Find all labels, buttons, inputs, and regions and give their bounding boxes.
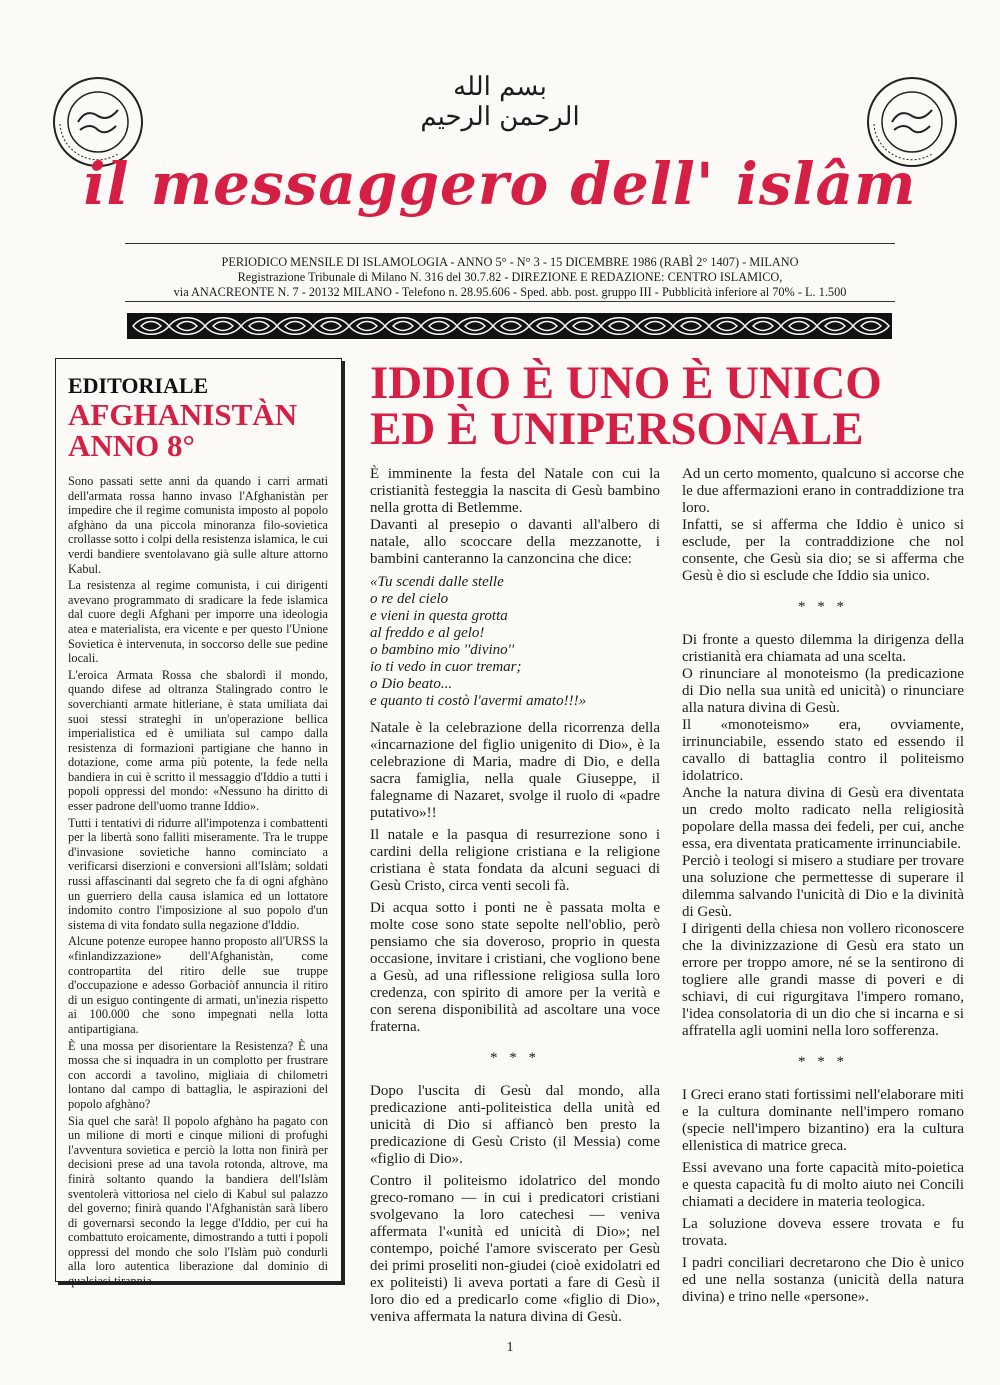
christmas-carol-poem [370, 574, 660, 710]
poem-line: al freddo e al gelo! [370, 625, 485, 641]
article-column-1 [370, 466, 660, 1331]
article-paragraph: Il «monoteismo» era, ovviamente, irrinunciabile, essendo stato ed essendo il cavallo di battaglia contro il politeismo idolatrico. [682, 717, 964, 784]
article-paragraph: Ad un certo momento, qualcuno si accorse che le due affermazioni erano in contraddizione tra loro. [682, 466, 964, 516]
poem-line: e quanto ti costò l'avermi amato!!!» [370, 693, 587, 709]
article-paragraph: La soluzione doveva essere trovata e fu trovata. [682, 1216, 964, 1249]
rule-bottom [125, 301, 895, 302]
editorial-title-line: ANNO 8° [68, 428, 195, 463]
publication-info [120, 255, 900, 300]
poem-line: o bambino mio ''divino'' [370, 642, 515, 658]
editorial-kicker: EDITORIALE [68, 373, 209, 398]
poem-line: e vieni in questa grotta [370, 608, 508, 624]
editorial-paragraph: Tutti i tentativi di ridurre all'impotenza i combattenti per la libertà sono falliti miseramente. Tra le truppe d'invasione sovietiche hanno cominciato a verificarsi diserzioni e conversioni all'Islàm; soldati russi affascinanti dal segreto che fa di ogni afghàno un guerriero della causa islamica ed un lottatore indomito contro l'imposizione al suo popolo d'un sistema di vita fondato sulla negazione d'Iddio. [68, 815, 328, 932]
section-separator: * * * [798, 1054, 848, 1070]
article-paragraph: O rinunciare al monoteismo (la predicazione di Dio nella sua unità ed unicità) o rinunciare alla natura divina di Gesù. [682, 666, 964, 716]
editorial-paragraph: È una mossa per disorientare la Resistenza? È una mossa che si inquadra in un complotto per frustrare con accordi a tavolino, migliaia di chilometri lontano dal campo di battaglia, le aspirazioni del popolo afghàno? [68, 1038, 328, 1111]
article-paragraph: Infatti, se si afferma che Iddio è unico si esclude, per la contraddizione che nol consente, che Gesù sia dio; se si afferma che Gesù è dio si esclude che Iddio sia unico. [682, 517, 964, 584]
poem-line: o Dio beato... [370, 676, 453, 692]
bismillah: بسم الله الرحمن الرحيم [420, 72, 580, 132]
headline-line: IDDIO È UNO È UNICO [370, 357, 882, 409]
article-paragraph: Il natale e la pasqua di resurrezione sono i cardini della religione cristiana e la religione cristiana è stata fondata da alcuni seguaci di Gesù Cristo, circa venti secoli fà. [370, 827, 660, 894]
article-paragraph: Essi avevano una forte capacità mito-poietica e questa capacità fu di molto aiuto nei Concili chiamati a decidere in materia teologica. [682, 1160, 964, 1210]
article-paragraph: I dirigenti della chiesa non vollero riconoscere che la divinizzazione di Gesù era stato un errore per troppo amore, né se la sentirono di togliere alle grandi masse di poveri e di schiavi, di cui rigurgitava l'impero romano, l'idea consolatoria di un dio che si incarna e si affratella agli uomini nella loro sofferenza. [682, 921, 964, 1039]
poem-line: o re del cielo [370, 591, 449, 607]
article-paragraph: I Greci erano stati fortissimi nell'elaborare miti e la cultura dominante nell'impero romano (specie nell'impero bizantino) era la cultura ellenistica di matrice greca. [682, 1087, 964, 1154]
article-paragraph: Di fronte a questo dilemma la dirigenza della cristianità era chiamata ad una scelta. [682, 632, 964, 665]
headline-line: ED È UNIPERSONALE [370, 403, 864, 455]
editorial-title-line: AFGHANISTÀN [68, 397, 298, 432]
editorial-paragraph: Alcune potenze europee hanno proposto all'URSS la «finlandizzazione» dell'Afghanistàn, come contropartita del ritiro delle sue truppe d'occupazione e adesso Gorbaciòf annuncia il ritiro di un esiguo contingente di armati, un'inezia rispetto ai 100.000 che sono impegnati nella lotta antipartigiana. [68, 934, 328, 1036]
masthead-title: il messaggero dell' islâm [83, 150, 917, 218]
poem-line: «Tu scendi dalle stelle [370, 574, 504, 590]
editorial-paragraph: Sono passati sette anni da quando i carri armati dell'armata rossa hanno invaso l'Afghanistàn per impedire che il regime comunista imposto al popolo afghàno da una piccola minoranza filo-sovietica crollasse sotto i colpi della resistenza islamica, le cui verdi bandiere sventolavano già sulle alture attorno Kabul. [68, 474, 328, 576]
article-column-2 [682, 466, 964, 1311]
article-paragraph: Perciò i teologi si misero a studiare per trovare una soluzione che permettesse di superare il dilemma salvando l'unicità di Dio e la divinità di Gesù. [682, 853, 964, 920]
editorial-paragraph: Sia quel che sarà! Il popolo afghàno ha pagato con un milione di morti e cinque milioni di profughi l'avventura sovietica e perciò la lotta non finirà per decisioni prese ad una tavola rotonda, altrove, ma finirà soltanto quando la bandiera dell'Islàm sventolerà vittoriosa nel cielo di Kabul sul palazzo del governo; finirà quando l'Afghanistàn sarà libero di governarsi secondo la legge d'Iddio, per cui ha combattuto eroicamente, dimostrando a tutti i popoli oppressi del mondo che solo l'Islàm può condurli alla loro autentica liberazione dal dominio di qualsiasi tirannia. [68, 1113, 328, 1289]
editorial-paragraph: L'eroica Armata Rossa che sbalordì il mondo, quando difese ad oltranza Stalingrado contro le soverchianti armate hitleriane, è stata umiliata dai suoi stessi strateghi in un'operazione bellica imperialistica ed è umiliata sul campo dalla resistenza di formazioni partigiane che hanno in dotazione, come arma più potente, la fede nella bandiera in cui è scritto il messaggio d'Iddio a tutti i popoli oppressi del mondo: «Nessuno ha diritto di esser padrone dell'uomo tranne Iddio». [68, 667, 328, 814]
editorial-title [68, 399, 338, 461]
pubinfo-line: Registrazione Tribunale di Milano N. 316 del 30.7.82 - DIREZIONE E REDAZIONE: CENTRO ISLAMICO, [237, 270, 783, 284]
editorial-paragraph: La resistenza al regime comunista, i cui dirigenti avevano programmato di sradicare la fede islamica dal cuore degli Afghani per imporre una ideologia atea e materialista, era vicente e per questo l'Unione Sovietica è intervenuta, in soccorso delle sue pedine locali. [68, 578, 328, 666]
pubinfo-line: PERIODICO MENSILE DI ISLAMOLOGIA - ANNO 5° - N° 3 - 15 DICEMBRE 1986 (RABÌ 2° 1407) - MILANO [221, 255, 799, 269]
editorial-body [68, 474, 328, 1291]
rule-top [125, 243, 895, 244]
article-paragraph: È imminente la festa del Natale con cui la cristianità festeggia la nascita di Gesù bambino nella grotta di Betlemme. [370, 466, 660, 516]
editorial-box [55, 358, 342, 1289]
article-paragraph: I padri conciliari decretarono che Dio è unico ed une nella sostanza (unicità della natura divina) e trino nelle «persone». [682, 1255, 964, 1305]
pubinfo-line: via ANACREONTE N. 7 - 20132 MILANO - Telefono n. 28.95.606 - Sped. abb. post. gruppo III - Pubblicità inferiore al 70% - L. 1.500 [173, 285, 847, 299]
decorative-ornament-band [127, 313, 892, 339]
article-paragraph: Dopo l'uscita di Gesù dal mondo, alla predicazione anti-politeistica della unità ed unicità di Dio si affiancò ben presto la predicazione di Gesù Cristo (il Messia) come «figlio di Dio». [370, 1083, 660, 1167]
article-paragraph: Anche la natura divina di Gesù era diventata un credo molto radicato nella religiosità popolare della massa dei fedeli, per cui, anche essa, era diventata praticamente irrinunciabile. [682, 785, 964, 852]
page-number: 1 [506, 1340, 514, 1355]
section-separator: * * * [798, 599, 848, 615]
poem-line: io ti vedo in cuor tremar; [370, 659, 522, 675]
section-separator: * * * [490, 1050, 540, 1066]
article-paragraph: Davanti al presepio o davanti all'albero di natale, allo scoccare della mezzanotte, i bambini canteranno la canzoncina che dice: [370, 517, 660, 567]
article-paragraph: Natale è la celebrazione della ricorrenza della «incarnazione del figlio unigenito di Dio», è la celebrazione di Maria, madre di Dio, e della sacra famiglia, nella quale Giuseppe, il falegname di Nazaret, svolge il ruolo di «padre putativo»!! [370, 720, 660, 821]
article-paragraph: Di acqua sotto i ponti ne è passata molta e molte cose sono state sepolte nell'oblio, però pensiamo che sia doveroso, proprio in questa occasione, invitare i cristiani, che vogliono bene a Gesù, ad una riflessione religiosa sulla loro credenza, con spirito di amore per la verità e con serena disponibilità ad ascoltare una voce fraterna. [370, 900, 660, 1035]
article-headline [370, 357, 970, 455]
article-paragraph: Contro il politeismo idolatrico del mondo greco-romano — in cui i predicatori cristiani svolgevano la loro catechesi — veniva affermata l'«unità ed unicità di Dio»; nel contempo, poiché l'amore sviscerato per Gesù dei primi proseliti non-giudei (cioè exidolatri ed ex politeisti) li aveva portati a fare di Gesù il loro dio ed a predicarlo come «figlio di Dio», veniva affermata la natura divina di Gesù. [370, 1173, 660, 1325]
